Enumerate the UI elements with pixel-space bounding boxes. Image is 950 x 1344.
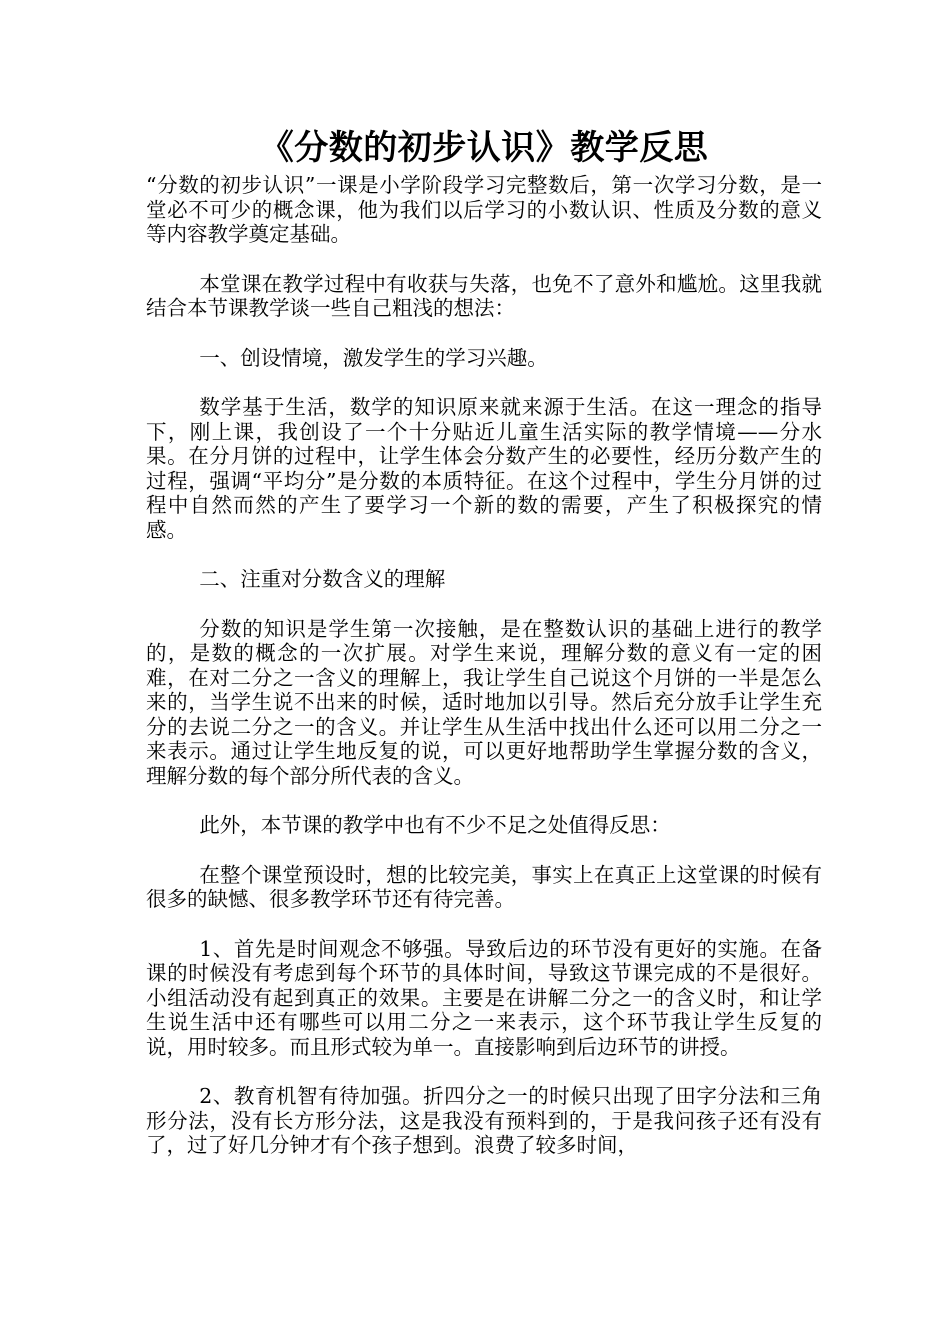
paragraph-overview: 本堂课在教学过程中有收获与失落，也免不了意外和尴尬。这里我就结合本节课教学谈一些自己粗浅的想法： (146, 271, 822, 320)
document-title: 《分数的初步认识》教学反思 (259, 128, 709, 168)
paragraph-point-1: 1、首先是时间观念不够强。导致后边的环节没有更好的实施。在备课的时候没有考虑到每个环节的具体时间，导致这节课完成的不是很好。小组活动没有起到真正的效果。主要是在讲解二分之一的含义时，和让学生说生活中还有哪些可以用二分之一来表示，这个环节我让学生反复的说，用时较多。而且形式较为单一。直接影响到后边环节的讲授。 (146, 936, 822, 1059)
section-heading-2: 二、注重对分数含义的理解 (199, 567, 446, 591)
paragraph-shortcomings-intro: 此外，本节课的教学中也有不少不足之处值得反思： (199, 813, 671, 837)
paragraph-reflection: 在整个课堂预设时，想的比较完美，事实上在真正上这堂课的时候有很多的缺憾、很多教学环节还有待完善。 (146, 862, 822, 911)
paragraph-intro: “分数的初步认识”一课是小学阶段学习完整数后，第一次学习分数，是一堂必不可少的概念课，他为我们以后学习的小数认识、性质及分数的意义等内容教学奠定基础。 (146, 173, 822, 246)
paragraph-section-2: 分数的知识是学生第一次接触，是在整数认识的基础上进行的教学的，是数的概念的一次扩展。对学生来说，理解分数的意义有一定的困难，在对二分之一含义的理解上，我让学生自己说这个月饼的一半是怎么来的，当学生说不出来的时候，适时地加以引导。然后充分放手让学生充分的去说二分之一的含义。并让学生从生活中找出什么还可以用二分之一来表示。通过让学生地反复的说，可以更好地帮助学生掌握分数的含义，理解分数的每个部分所代表的含义。 (146, 616, 822, 788)
section-heading-1: 一、创设情境，激发学生的学习兴趣。 (199, 345, 548, 370)
paragraph-point-2: 2、教育机智有待加强。折四分之一的时候只出现了田字分法和三角形分法，没有长方形分法，这是我没有预料到的，于是我问孩子还有没有了，过了好几分钟才有个孩子想到。浪费了较多时间， (146, 1084, 822, 1157)
document-page (146, 128, 822, 1183)
paragraph-section-1: 数学基于生活，数学的知识原来就来源于生活。在这一理念的指导下，刚上课，我创设了一个十分贴近儿童生活实际的教学情境——分水果。在分月饼的过程中，让学生体会分数产生的必要性，经历分数产生的过程，强调“平均分”是分数的本质特征。在这个过程中，学生分月饼的过程中自然而然的产生了要学习一个新的数的需要，产生了积极探究的情感。 (146, 395, 822, 542)
